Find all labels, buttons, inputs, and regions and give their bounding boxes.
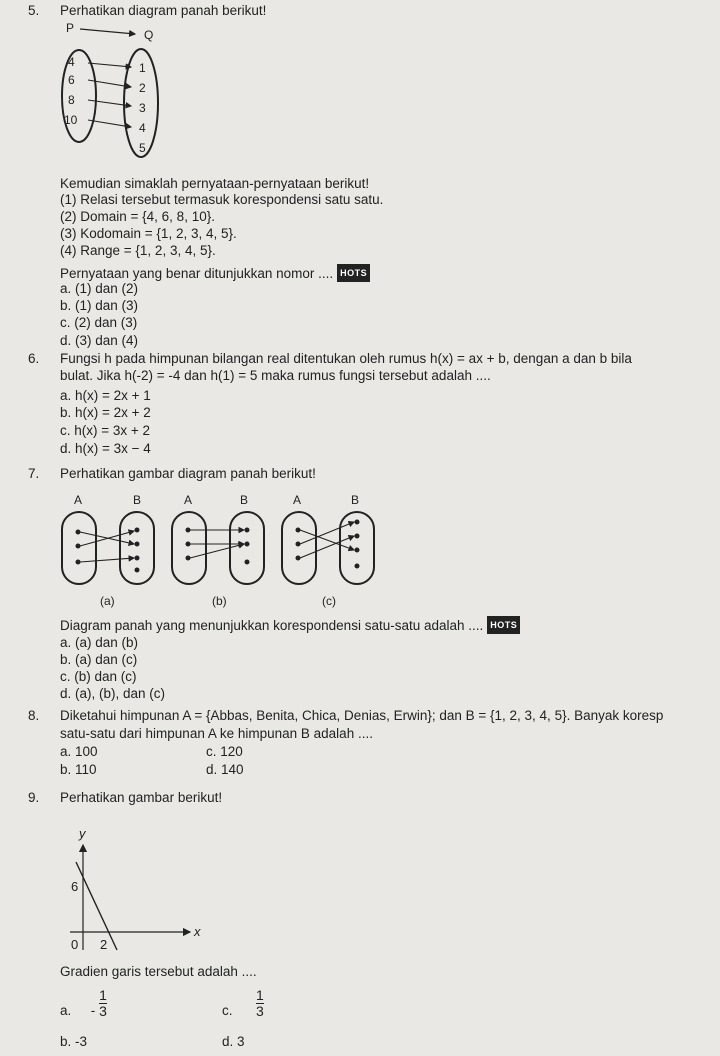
q6-number: 6. xyxy=(28,351,40,366)
q8-option-a[interactable]: a. 100 xyxy=(60,744,98,759)
q9-prompt: Perhatikan gambar berikut! xyxy=(60,790,223,805)
q9-option-a[interactable] xyxy=(60,987,107,1027)
q5-statement: (4) Range = {1, 2, 3, 4, 5}. xyxy=(60,243,216,258)
q6-option-c[interactable]: c. h(x) = 3x + 2 xyxy=(60,423,151,438)
q9-axis-x: x xyxy=(194,924,201,939)
domain-item: 4 xyxy=(68,55,75,69)
q5-question xyxy=(60,264,370,282)
diagram-c-set-a: A xyxy=(293,493,302,507)
q9-option-a-letter: a. xyxy=(60,1003,72,1019)
q5-option-c[interactable]: c. (2) dan (3) xyxy=(60,315,138,330)
q9-option-a-fraction xyxy=(99,988,107,1019)
diagram-a-set-a: A xyxy=(74,493,83,507)
diagram-label-a: (a) xyxy=(100,594,115,608)
q9-option-a-sign: - xyxy=(90,1003,96,1019)
diagram-b-set-a: A xyxy=(184,493,193,507)
domain-item: 8 xyxy=(68,93,75,107)
q7-option-a[interactable]: a. (a) dan (b) xyxy=(60,635,139,650)
q7-question xyxy=(60,616,520,634)
q7-question-text: Diagram panah yang menunjukkan korespondensi satu-satu adalah .... xyxy=(60,618,484,633)
q9-option-c-fraction xyxy=(256,988,264,1019)
q6-line2: bulat. Jika h(-2) = -4 dan h(1) = 5 maka rumus fungsi tersebut adalah .... xyxy=(60,368,491,383)
q9-number: 9. xyxy=(28,790,40,805)
q8-option-d[interactable]: d. 140 xyxy=(206,762,244,777)
q5-number: 5. xyxy=(28,3,40,18)
q9-option-d[interactable]: d. 3 xyxy=(222,1034,245,1049)
diagram-label-b: (b) xyxy=(212,594,227,608)
hots-badge: HOTS xyxy=(487,616,520,634)
q6-option-a[interactable]: a. h(x) = 2x + 1 xyxy=(60,388,151,403)
set-p-label: P xyxy=(66,21,75,35)
q7-option-c[interactable]: c. (b) dan (c) xyxy=(60,669,137,684)
q5-question-text: Pernyataan yang benar ditunjukkan nomor .... xyxy=(60,266,334,281)
codomain-item: 2 xyxy=(139,81,146,95)
q5-prompt: Perhatikan diagram panah berikut! xyxy=(60,3,267,18)
q9-axis-y: y xyxy=(79,826,86,841)
q5-option-b[interactable]: b. (1) dan (3) xyxy=(60,298,139,313)
q8-option-c[interactable]: c. 120 xyxy=(206,744,243,759)
q6-option-b[interactable]: b. h(x) = 2x + 2 xyxy=(60,405,151,420)
diagram-a-set-b: B xyxy=(133,493,142,507)
q9-origin: 0 xyxy=(71,937,79,952)
codomain-item: 5 xyxy=(139,141,146,155)
q7-option-d[interactable]: d. (a), (b), dan (c) xyxy=(60,686,166,701)
set-q-label: Q xyxy=(144,28,154,42)
q9-line-graph xyxy=(0,810,720,960)
q9-question: Gradien garis tersebut adalah .... xyxy=(60,964,257,979)
domain-item: 10 xyxy=(64,113,78,127)
q8-line2: satu-satu dari himpunan A ke himpunan B adalah .... xyxy=(60,726,373,741)
q6-option-d[interactable]: d. h(x) = 3x − 4 xyxy=(60,441,151,456)
q9-option-b[interactable]: b. -3 xyxy=(60,1034,88,1049)
q9-option-c-denominator: 3 xyxy=(256,1003,264,1019)
q5-statement: (2) Domain = {4, 6, 8, 10}. xyxy=(60,209,215,224)
q5-statement: (1) Relasi tersebut termasuk korespondensi satu satu. xyxy=(60,192,384,207)
codomain-item: 4 xyxy=(139,121,146,135)
q7-prompt: Perhatikan gambar diagram panah berikut! xyxy=(60,466,316,481)
q8-option-b[interactable]: b. 110 xyxy=(60,762,97,777)
q5-arrow-diagram xyxy=(0,0,720,170)
q7-number: 7. xyxy=(28,466,40,481)
hots-badge: HOTS xyxy=(337,264,370,282)
q5-option-a[interactable]: a. (1) dan (2) xyxy=(60,281,139,296)
q9-x-intercept: 2 xyxy=(100,937,108,952)
q5-option-d[interactable]: d. (3) dan (4) xyxy=(60,333,139,348)
q9-option-c-numerator: 1 xyxy=(256,987,264,1003)
q9-option-c-letter: c. xyxy=(222,1003,233,1019)
q9-option-a-denominator: 3 xyxy=(99,1003,107,1019)
diagram-c-set-b: B xyxy=(351,493,360,507)
diagram-label-c: (c) xyxy=(322,594,336,608)
q7-option-b[interactable]: b. (a) dan (c) xyxy=(60,652,138,667)
domain-item: 6 xyxy=(68,73,75,87)
q8-number: 8. xyxy=(28,708,40,723)
q6-line1: Fungsi h pada himpunan bilangan real ditentukan oleh rumus h(x) = ax + b, dengan a dan b bila xyxy=(60,351,632,366)
q8-line1: Diketahui himpunan A = {Abbas, Benita, Chica, Denias, Erwin}; dan B = {1, 2, 3, 4, 5}. Banyak koresp xyxy=(60,708,664,723)
q5-intro: Kemudian simaklah pernyataan-pernyataan berikut! xyxy=(60,176,370,191)
q9-option-c[interactable] xyxy=(222,987,264,1027)
codomain-item: 1 xyxy=(139,61,146,75)
diagram-b-set-b: B xyxy=(240,493,249,507)
q9-y-intercept: 6 xyxy=(71,879,79,894)
q9-option-a-numerator: 1 xyxy=(99,987,107,1003)
q5-statement: (3) Kodomain = {1, 2, 3, 4, 5}. xyxy=(60,226,237,241)
codomain-item: 3 xyxy=(139,101,146,115)
